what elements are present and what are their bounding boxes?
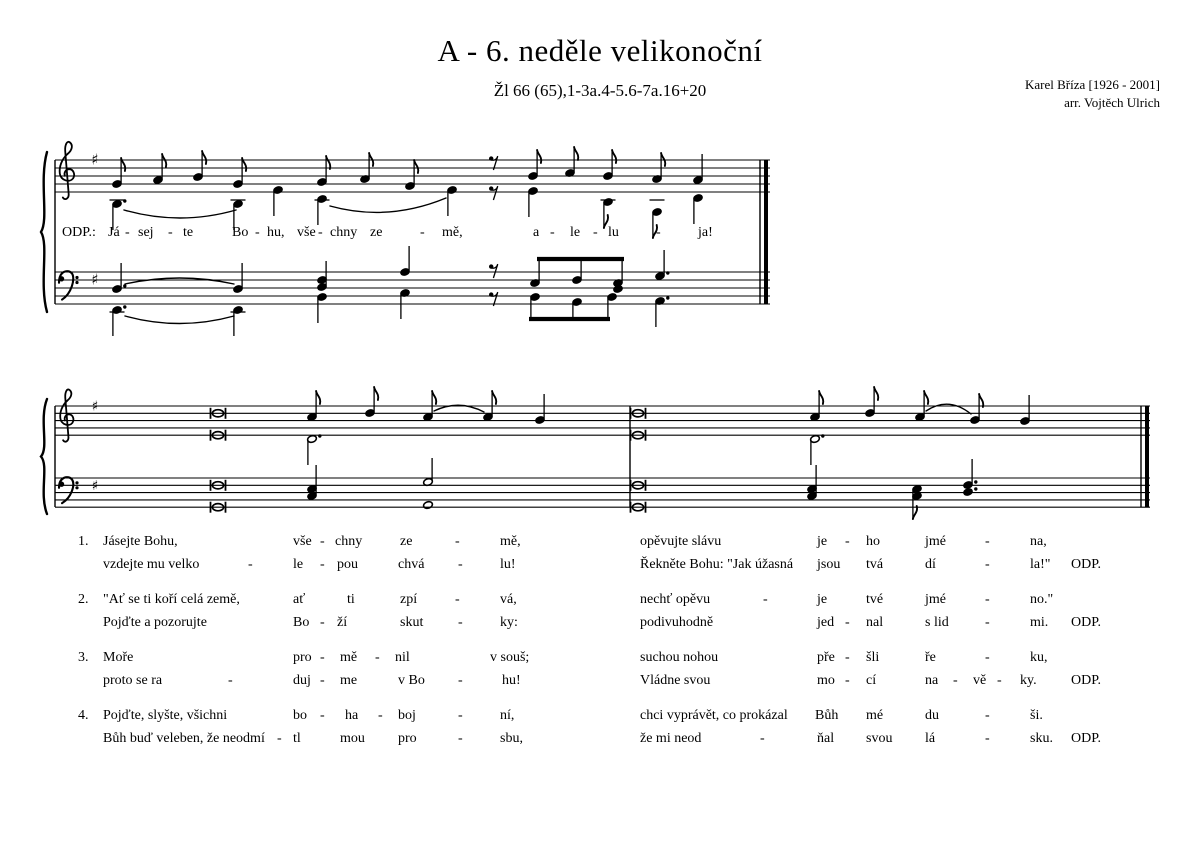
lyric-syllable: skut — [400, 615, 424, 630]
lyric-syllable: - — [458, 615, 463, 630]
lyric-syllable: ODP. — [1071, 673, 1101, 688]
lyric-syllable: Řekněte Bohu: "Jak úžasná — [640, 557, 794, 572]
lyric-syllable: - — [656, 225, 661, 240]
lyric-syllable: ja! — [698, 225, 713, 240]
lyric-syllable: - — [320, 615, 325, 630]
lyric-syllable: - — [318, 225, 323, 240]
lyric-syllable: ať — [293, 592, 306, 607]
lyric-syllable: - — [455, 592, 460, 607]
svg-text:♯: ♯ — [91, 398, 99, 415]
lyric-syllable: du — [925, 708, 939, 723]
lyric-syllable: hu! — [502, 673, 521, 688]
lyric-syllable: ře — [925, 650, 936, 665]
lyric-syllable: tvé — [866, 592, 884, 607]
lyric-syllable: jmé — [925, 534, 946, 549]
lyric-syllable: vě — [973, 673, 987, 688]
lyric-syllable: chny — [335, 534, 363, 549]
page-title: A - 6. neděle velikonoční — [437, 33, 763, 68]
lyric-syllable: - — [985, 708, 990, 723]
lyric-syllable: Pojďte, slyšte, všichni — [103, 708, 228, 723]
lyric-syllable: ho — [866, 534, 880, 549]
lyric-syllable: s lid — [925, 615, 949, 630]
lyric-syllable: mě, — [442, 225, 463, 240]
lyric-syllable: - — [255, 225, 260, 240]
lyric-syllable: vá, — [500, 592, 517, 607]
lyric-syllable: ši. — [1030, 708, 1043, 723]
lyric-syllable: ODP. — [1071, 731, 1101, 746]
lyric-syllable: duj — [293, 673, 311, 688]
lyric-syllable: v souš; — [490, 650, 530, 665]
lyric-syllable: Jásejte Bohu, — [103, 534, 178, 549]
lyric-syllable: mé — [866, 708, 884, 723]
lyric-syllable: Moře — [103, 650, 134, 665]
lyric-syllable: te — [183, 225, 194, 240]
lyric-syllable: - — [277, 731, 282, 746]
lyric-syllable: lu — [608, 225, 619, 240]
lyric-syllable: 3. — [78, 650, 89, 665]
lyric-syllable: - — [458, 708, 463, 723]
lyric-syllable: - — [593, 225, 598, 240]
lyric-syllable: le — [570, 225, 581, 240]
lyric-syllable: vzdejte mu velko — [103, 557, 200, 572]
lyric-syllable: ODP. — [1071, 615, 1101, 630]
lyric-syllable: Bůh buď veleben, že neodmí — [103, 731, 265, 746]
lyric-syllable: ky. — [1020, 673, 1037, 688]
lyric-syllable: me — [340, 673, 358, 688]
lyric-syllable: nechť opěvu — [640, 592, 711, 607]
lyric-syllable: chny — [330, 225, 358, 240]
svg-text:♯: ♯ — [91, 477, 99, 494]
svg-text:♯: ♯ — [91, 270, 99, 289]
lyric-syllable: ODP.: — [62, 225, 96, 240]
composer-name: Karel Bříza [1926 - 2001] — [1024, 77, 1160, 92]
lyric-syllable: - — [985, 592, 990, 607]
lyric-syllable: - — [845, 673, 850, 688]
lyric-syllable: chvá — [398, 557, 425, 572]
lyric-syllable: jed — [817, 615, 835, 630]
lyric-syllable: - — [320, 650, 325, 665]
lyric-syllable: tl — [293, 731, 301, 746]
lyric-syllable: mo — [817, 673, 835, 688]
lyric-syllable: - — [375, 650, 380, 665]
lyric-syllable: - — [320, 534, 325, 549]
lyric-syllable: hu, — [267, 225, 285, 240]
lyric-syllable: ží — [337, 615, 348, 630]
lyric-syllable: 2. — [78, 592, 89, 607]
lyric-syllable: a — [533, 225, 540, 240]
lyric-syllable: ha — [345, 708, 359, 723]
lyric-syllable: Já — [108, 225, 120, 240]
lyric-syllable: vše — [293, 534, 312, 549]
lyric-syllable: le — [293, 557, 304, 572]
lyric-syllable: Bo — [293, 615, 310, 630]
lyric-syllable: šli — [866, 650, 880, 665]
lyric-syllable: - — [953, 673, 958, 688]
lyric-syllable: na, — [1030, 534, 1047, 549]
lyric-syllable: - — [550, 225, 555, 240]
lyric-syllable: ze — [370, 225, 383, 240]
lyric-syllable: vše — [297, 225, 316, 240]
lyric-syllable: 4. — [78, 708, 89, 723]
lyric-syllable: cí — [866, 673, 877, 688]
lyric-syllable: pro — [398, 731, 417, 746]
lyric-syllable: - — [845, 615, 850, 630]
psalm-reference: Žl 66 (65),1-3a.4-5.6-7a.16+20 — [493, 81, 707, 100]
lyric-syllable: mou — [340, 731, 365, 746]
lyric-syllable: jsou — [817, 557, 841, 572]
lyric-syllable: - — [125, 225, 130, 240]
lyric-syllable: - — [845, 650, 850, 665]
lyric-syllable: sku. — [1030, 731, 1053, 746]
lyric-syllable: ku, — [1030, 650, 1048, 665]
lyric-syllable: lu! — [500, 557, 516, 572]
lyric-syllable: - — [985, 615, 990, 630]
lyric-syllable: - — [168, 225, 173, 240]
lyric-syllable: 1. — [78, 534, 89, 549]
lyric-syllable: la!" — [1030, 557, 1051, 572]
lyric-syllable: pou — [337, 557, 358, 572]
lyric-syllable: ňal — [817, 731, 835, 746]
lyric-syllable: ní, — [500, 708, 515, 723]
lyric-syllable: - — [458, 557, 463, 572]
arranger-name: arr. Vojtěch Ulrich — [1064, 95, 1160, 110]
svg-text:♯: ♯ — [91, 150, 99, 169]
lyric-syllable: v Bo — [398, 673, 425, 688]
lyric-syllable: - — [320, 708, 325, 723]
lyric-syllable: - — [320, 557, 325, 572]
lyric-syllable: - — [458, 673, 463, 688]
lyric-syllable: no." — [1030, 592, 1054, 607]
lyric-syllable: sbu, — [500, 731, 523, 746]
lyric-syllable: nil — [395, 650, 410, 665]
lyric-syllable: - — [997, 673, 1002, 688]
lyric-syllable: - — [248, 557, 253, 572]
lyric-syllable: - — [455, 534, 460, 549]
lyric-syllable: "Ať se ti koří celá země, — [103, 592, 240, 607]
lyric-syllable: - — [845, 534, 850, 549]
lyric-syllable: mě, — [500, 534, 521, 549]
lyric-syllable: proto se ra — [103, 673, 163, 688]
lyric-syllable: je — [817, 534, 828, 549]
lyric-syllable: - — [985, 650, 990, 665]
lyric-syllable: Pojďte a pozorujte — [103, 615, 207, 630]
lyric-syllable: zpí — [400, 592, 418, 607]
lyric-syllable: svou — [866, 731, 893, 746]
lyric-syllable: tvá — [866, 557, 884, 572]
lyric-syllable: pře — [817, 650, 835, 665]
lyric-syllable: - — [378, 708, 383, 723]
lyric-syllable: - — [320, 673, 325, 688]
lyric-syllable: ky: — [500, 615, 518, 630]
lyric-syllable: - — [228, 673, 233, 688]
lyric-syllable: - — [985, 534, 990, 549]
lyric-syllable: - — [760, 731, 765, 746]
lyric-syllable: ti — [347, 592, 355, 607]
lyric-syllable: bo — [293, 708, 307, 723]
lyric-syllable: Bůh — [815, 708, 839, 723]
lyric-syllable: ze — [400, 534, 413, 549]
lyric-syllable: - — [458, 731, 463, 746]
lyric-syllable: - — [985, 557, 990, 572]
lyric-syllable: Bo — [232, 225, 249, 240]
lyric-syllable: mi. — [1030, 615, 1049, 630]
lyric-syllable: Vládne svou — [640, 673, 711, 688]
lyric-syllable: nal — [866, 615, 884, 630]
lyric-syllable: suchou nohou — [640, 650, 719, 665]
lyric-syllable: lá — [925, 731, 936, 746]
lyric-syllable: jmé — [925, 592, 946, 607]
lyric-syllable: boj — [398, 708, 416, 723]
lyric-syllable: dí — [925, 557, 936, 572]
lyric-syllable: - — [763, 592, 768, 607]
lyric-syllable: ODP. — [1071, 557, 1101, 572]
lyric-syllable: na — [925, 673, 939, 688]
lyric-syllable: pro — [293, 650, 312, 665]
lyric-syllable: že mi neod — [640, 731, 702, 746]
lyric-syllable: opěvujte slávu — [640, 534, 722, 549]
lyric-syllable: chci vyprávět, co prokázal — [640, 708, 788, 723]
lyric-syllable: mě — [340, 650, 358, 665]
lyric-syllable: je — [817, 592, 828, 607]
lyric-syllable: sej — [138, 225, 154, 240]
lyric-syllable: podivuhodně — [640, 615, 714, 630]
lyric-syllable: - — [420, 225, 425, 240]
lyric-syllable: - — [985, 731, 990, 746]
